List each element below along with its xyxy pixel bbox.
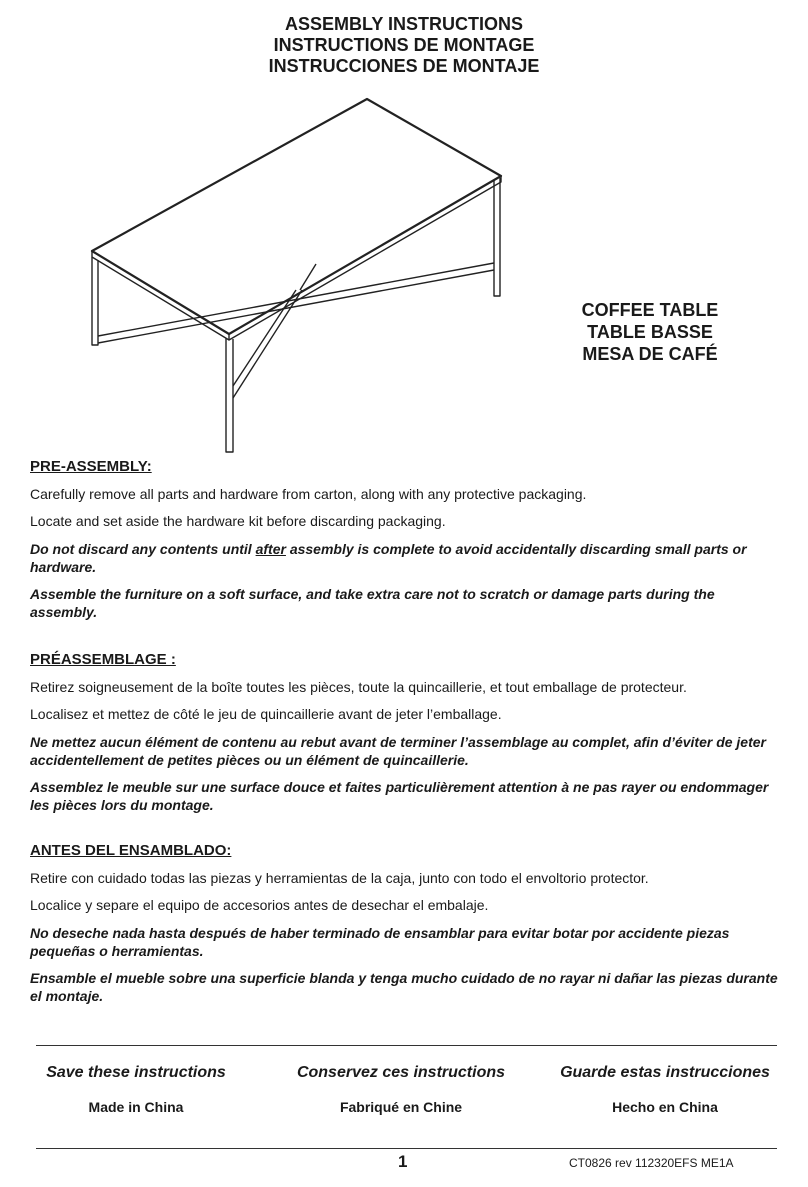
product-name-spanish: MESA DE CAFÉ (582, 344, 718, 364)
product-name-french: TABLE BASSE (587, 322, 713, 342)
save-instructions-note: Save these instructions (46, 1064, 226, 1081)
footer-column-spanish (535, 1064, 795, 1115)
title-spanish: INSTRUCCIONES DE MONTAJE (268, 56, 540, 76)
instruction-text: Locate and set aside the hardware kit before discarding packaging. (30, 513, 446, 529)
instruction-text: Carefully remove all parts and hardware from carton, along with any protective packaging. (30, 486, 587, 502)
warning-text: Assemble the furniture on a soft surface, and take extra care not to scratch or damage parts during the assembly. (30, 586, 715, 620)
section-pre-assembly-english (30, 458, 778, 630)
underlined-word: after (255, 541, 286, 557)
title-english: ASSEMBLY INSTRUCTIONS (284, 14, 524, 34)
section-heading: PRE-ASSEMBLY: (30, 458, 152, 475)
instruction-text: Retire con cuidado todas las piezas y herramientas de la caja, junto con todo el envoltorio protector. (30, 870, 649, 886)
document-code: CT0826 rev 112320EFS ME1A (569, 1156, 734, 1170)
page-number: 1 (398, 1152, 408, 1171)
section-pre-assembly-spanish (30, 842, 778, 1014)
title-french: INSTRUCTIONS DE MONTAGE (273, 35, 535, 55)
warning-text: Ne mettez aucun élément de contenu au rebut avant de terminer l’assemblage au complet, afin d’éviter de jeter accidentellement de petites pièces ou un élément de quincaillerie. (30, 734, 766, 768)
coffee-table-line-drawing-icon (0, 0, 808, 460)
country-of-origin: Fabriqué en Chine (339, 1099, 463, 1115)
save-instructions-note: Conservez ces instructions (296, 1064, 506, 1081)
footer-divider-bottom (36, 1148, 777, 1149)
warning-text: No deseche nada hasta después de haber terminado de ensamblar para evitar botar por accidente piezas pequeñas o herramientas. (30, 925, 730, 959)
footer-column-french (271, 1064, 531, 1115)
warning-text: Ensamble el mueble sobre una superficie blanda y tenga mucho cuidado de no rayar ni dañar las piezas durante el montaje. (30, 970, 778, 1004)
section-heading: PRÉASSEMBLAGE : (30, 651, 176, 668)
instruction-text: Localice y separe el equipo de accesorios antes de desechar el embalaje. (30, 897, 489, 913)
section-pre-assembly-french (30, 651, 778, 823)
country-of-origin: Made in China (88, 1099, 184, 1115)
footer-divider-top (36, 1045, 777, 1046)
footer-column-english (6, 1064, 266, 1115)
country-of-origin: Hecho en China (612, 1099, 718, 1115)
instruction-text: Localisez et mettez de côté le jeu de quincaillerie avant de jeter l’emballage. (30, 706, 502, 722)
save-instructions-note: Guarde estas instrucciones (560, 1064, 770, 1081)
section-heading: ANTES DEL ENSAMBLADO: (30, 842, 232, 859)
product-name (530, 299, 770, 365)
warning-text: Assemblez le meuble sur une surface douce et faites particulièrement attention à ne pas rayer ou endommager les pièces lors du montage. (30, 779, 769, 813)
warning-text: Do not discard any contents until after assembly is complete to avoid accidentally discarding small parts or hardware. (30, 541, 747, 575)
product-name-english: COFFEE TABLE (581, 300, 719, 320)
instruction-text: Retirez soigneusement de la boîte toutes les pièces, toute la quincaillerie, et tout emballage de protecteur. (30, 679, 687, 695)
